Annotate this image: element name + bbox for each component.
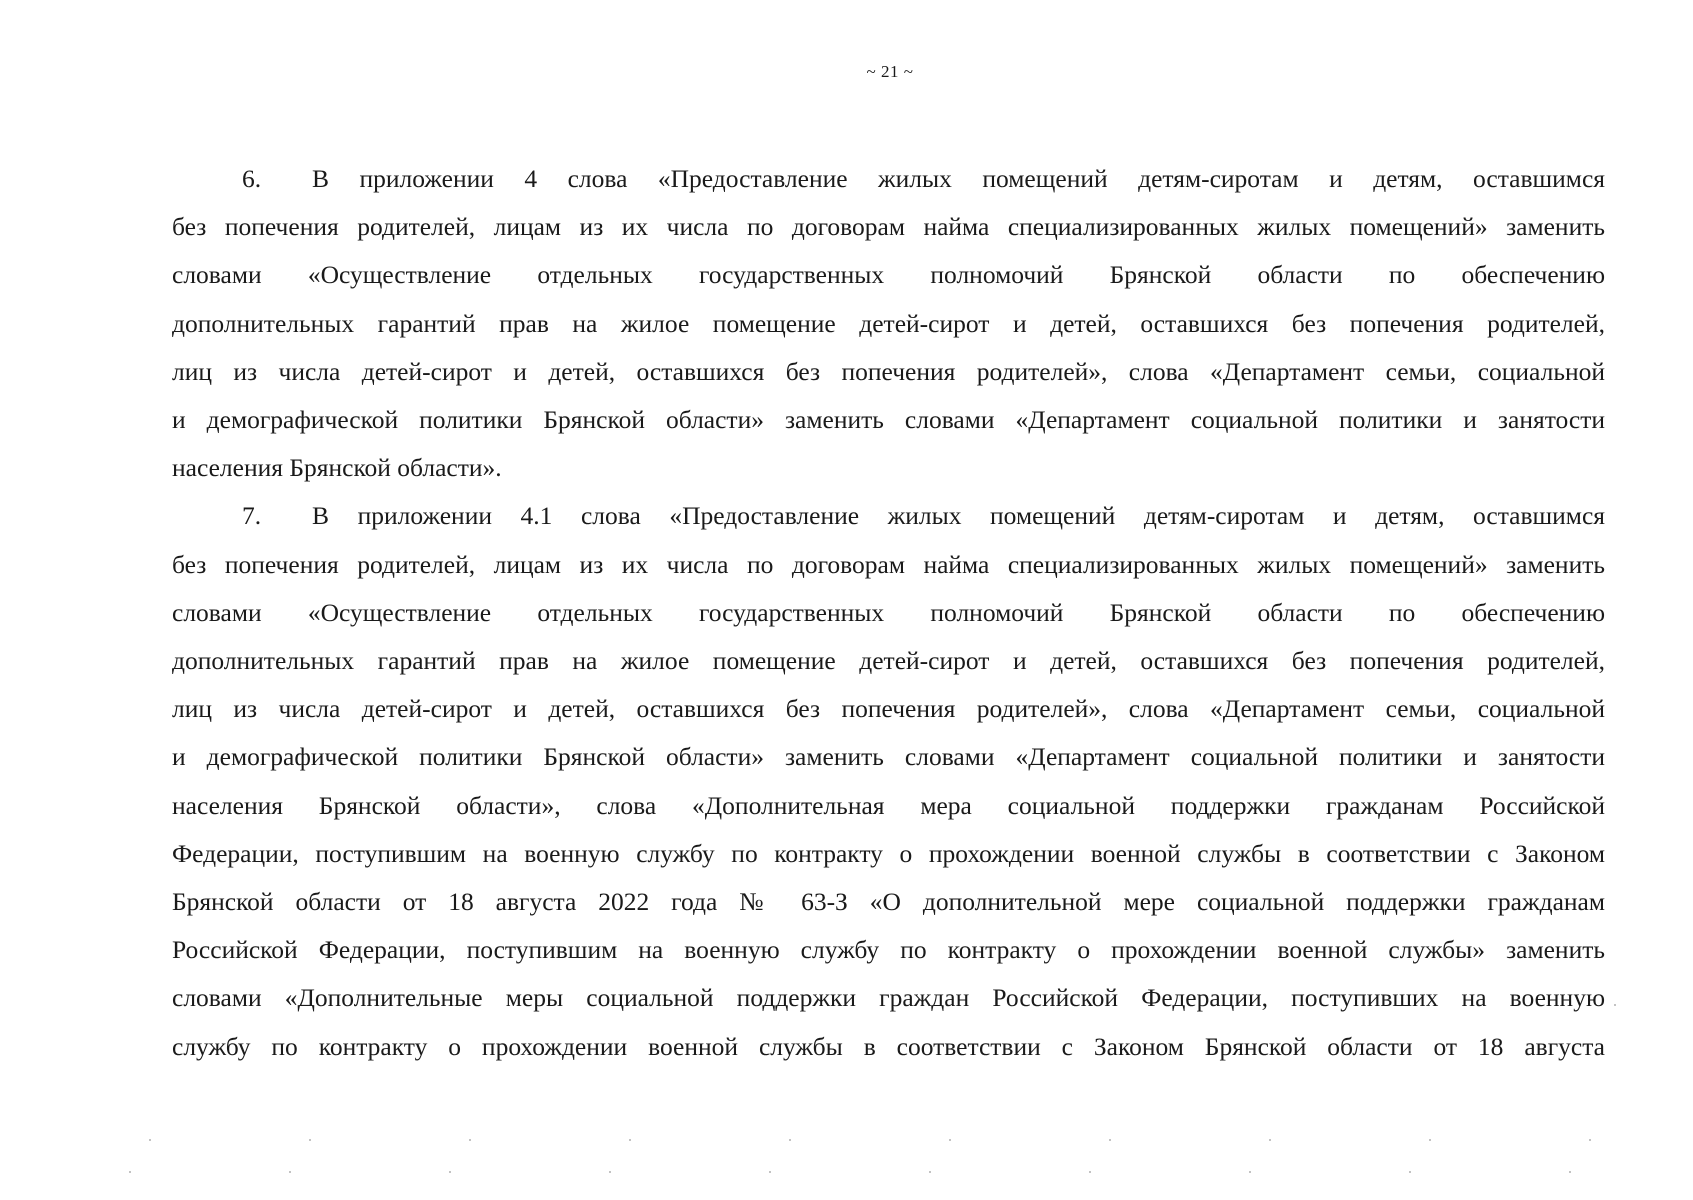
paragraph-text: В приложении 4 слова «Предоставление жилых помещений детям-сиротам и детям, оставшимся bbox=[312, 164, 1605, 193]
scan-dot bbox=[469, 1139, 471, 1141]
scan-dot bbox=[289, 1171, 291, 1173]
scan-dot bbox=[949, 1139, 951, 1141]
paragraph-line: и демографической политики Брянской области» заменить словами «Департамент социальной политики и занятости bbox=[172, 405, 1605, 435]
paragraph-line: и демографической политики Брянской области» заменить словами «Департамент социальной политики и занятости bbox=[172, 742, 1605, 772]
paragraph-line: словами «Осуществление отдельных государственных полномочий Брянской области по обеспечению bbox=[172, 260, 1605, 290]
paragraph-line: службу по контракту о прохождении военной службы в соответствии с Законом Брянской области от 18 августа bbox=[172, 1031, 1605, 1061]
scan-dot bbox=[1569, 1171, 1571, 1173]
scan-dot bbox=[929, 1171, 931, 1173]
paragraph-line: дополнительных гарантий прав на жилое помещение детей-сирот и детей, оставшихся без попечения родителей, bbox=[172, 646, 1605, 676]
scan-dot bbox=[1089, 1171, 1091, 1173]
scan-dot bbox=[629, 1139, 631, 1141]
paragraph-line: Федерации, поступившим на военную службу по контракту о прохождении военной службы в соответствии с Законом bbox=[172, 838, 1605, 868]
paragraph-line: Российской Федерации, поступившим на военную службу по контракту о прохождении военной службы» заменить bbox=[172, 935, 1605, 965]
paragraph-line: без попечения родителей, лицам из их числа по договорам найма специализированных жилых помещений» заменить bbox=[172, 549, 1605, 579]
paragraph-line: словами «Дополнительные меры социальной поддержки граждан Российской Федерации, поступивших на военную bbox=[172, 983, 1605, 1013]
paragraph-line: населения Брянской области», слова «Дополнительная мера социальной поддержки гражданам Российской bbox=[172, 790, 1605, 820]
paragraph-line: населения Брянской области». bbox=[172, 453, 502, 483]
scan-dot bbox=[1249, 1171, 1251, 1173]
scan-dot bbox=[769, 1171, 771, 1173]
scan-dot bbox=[789, 1139, 791, 1141]
paragraph-line bbox=[172, 155, 1605, 203]
paragraph-line: словами «Осуществление отдельных государственных полномочий Брянской области по обеспечению bbox=[172, 597, 1605, 627]
paragraph-line: Брянской области от 18 августа 2022 года № 63-З «О дополнительной мере социальной поддержки гражданам bbox=[172, 887, 1605, 917]
paragraph-6 bbox=[172, 155, 1605, 492]
scan-dot bbox=[1429, 1139, 1431, 1141]
scan-dot bbox=[129, 1171, 131, 1173]
scan-dot bbox=[1614, 1004, 1616, 1006]
paragraph-number: 7. bbox=[242, 501, 262, 531]
paragraph-line bbox=[172, 492, 1605, 540]
scan-dot bbox=[149, 1139, 151, 1141]
paragraph-line: дополнительных гарантий прав на жилое помещение детей-сирот и детей, оставшихся без попечения родителей, bbox=[172, 308, 1605, 338]
scan-dot bbox=[449, 1171, 451, 1173]
paragraph-text: В приложении 4.1 слова «Предоставление жилых помещений детям-сиротам и детям, оставшимся bbox=[312, 501, 1605, 531]
scan-dot bbox=[1589, 1139, 1591, 1141]
paragraph-line: лиц из числа детей-сирот и детей, оставшихся без попечения родителей», слова «Департамент семьи, социальной bbox=[172, 356, 1605, 386]
scan-dot bbox=[1109, 1139, 1111, 1141]
paragraph-number: 6. bbox=[242, 164, 262, 193]
scan-dot bbox=[1269, 1139, 1271, 1141]
scan-dot bbox=[609, 1171, 611, 1173]
page-number: ~ 21 ~ bbox=[866, 62, 914, 81]
scan-dot bbox=[309, 1139, 311, 1141]
paragraph-line: без попечения родителей, лицам из их числа по договорам найма специализированных жилых помещений» заменить bbox=[172, 212, 1605, 242]
paragraph-7 bbox=[172, 492, 1605, 1070]
document-body bbox=[172, 155, 1605, 1071]
paragraph-line: лиц из числа детей-сирот и детей, оставшихся без попечения родителей», слова «Департамент семьи, социальной bbox=[172, 694, 1605, 724]
scan-dot bbox=[1409, 1171, 1411, 1173]
